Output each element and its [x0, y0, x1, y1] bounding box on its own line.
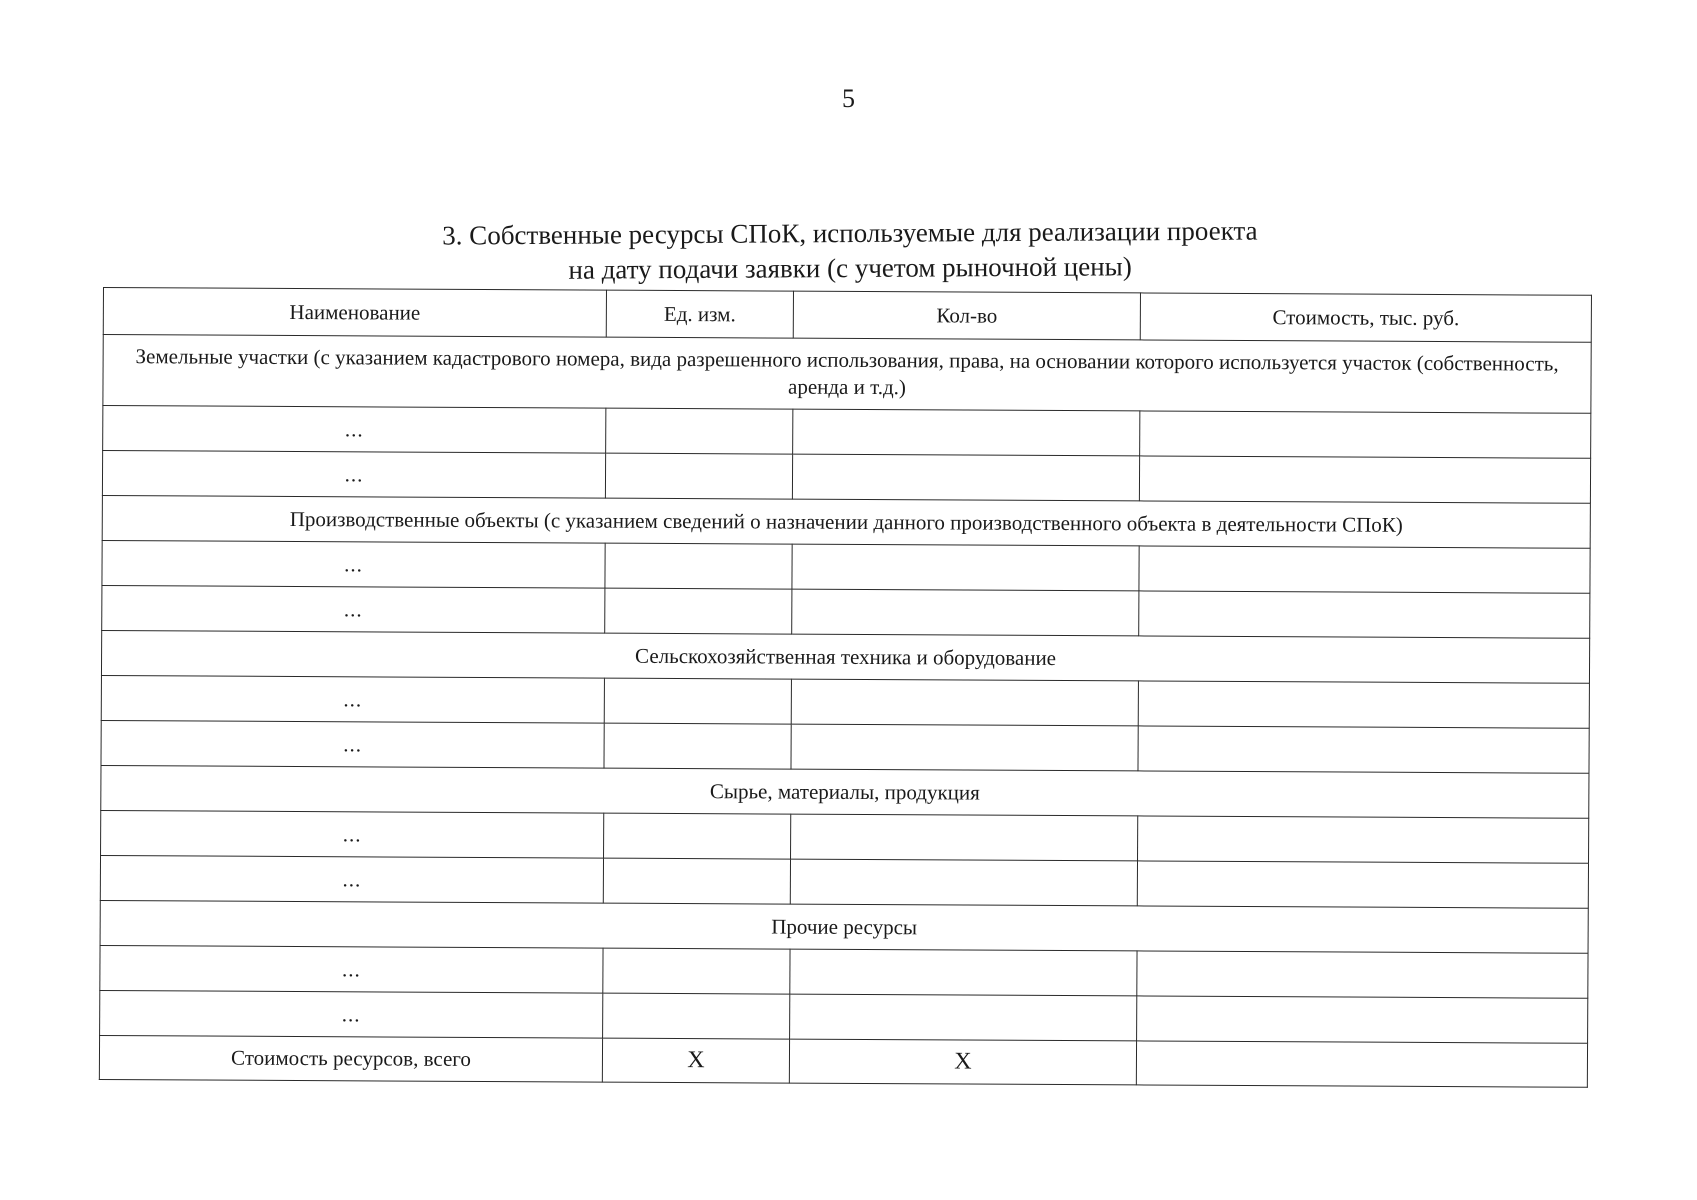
cell-qty — [792, 544, 1139, 591]
group-title: Прочие ресурсы — [100, 900, 1588, 953]
cell-name: ... — [101, 720, 604, 768]
cell-cost — [1140, 411, 1591, 458]
table-row — [103, 406, 1591, 459]
table-row — [101, 675, 1589, 728]
group-row-production-objects — [102, 495, 1590, 548]
cell-unit — [603, 858, 790, 904]
cell-qty — [790, 859, 1137, 906]
cell-unit — [606, 408, 793, 454]
cell-unit — [605, 543, 792, 589]
table-row — [100, 945, 1588, 998]
cell-cost — [1137, 996, 1588, 1043]
group-title: Сырье, материалы, продукция — [101, 765, 1589, 818]
cell-unit — [603, 948, 790, 994]
cell-unit — [604, 678, 791, 724]
cell-cost — [1137, 951, 1588, 998]
cell-qty — [791, 679, 1138, 726]
group-title: Сельскохозяйственная техника и оборудование — [101, 630, 1589, 683]
cell-name: ... — [100, 945, 603, 993]
cell-unit — [604, 813, 791, 859]
cell-unit — [605, 453, 792, 499]
table-row — [101, 720, 1589, 773]
cell-cost — [1138, 726, 1589, 773]
cell-qty — [790, 949, 1137, 996]
header-name: Наименование — [103, 288, 606, 338]
cell-unit — [603, 993, 790, 1039]
cell-name: ... — [102, 451, 605, 499]
table-row — [102, 585, 1590, 638]
cell-cost — [1139, 591, 1590, 638]
group-row-land — [103, 335, 1591, 414]
cell-cost — [1139, 546, 1590, 593]
total-unit: Х — [602, 1038, 789, 1083]
cell-cost — [1138, 681, 1589, 728]
cell-unit — [605, 588, 792, 634]
cell-cost — [1138, 816, 1589, 863]
cell-unit — [604, 723, 791, 769]
cell-cost — [1139, 456, 1590, 503]
group-row-other-resources — [100, 900, 1588, 953]
table-row — [100, 855, 1588, 908]
resources-table-container — [99, 287, 1591, 1088]
group-title: Производственные объекты (с указанием сведений о назначении данного производственного объекта в деятельности СПоК) — [102, 495, 1590, 548]
total-cost — [1136, 1041, 1587, 1087]
total-name: Стоимость ресурсов, всего — [99, 1035, 602, 1082]
group-row-raw-materials — [101, 765, 1589, 818]
cell-qty — [791, 724, 1138, 771]
table-header-row — [103, 288, 1591, 343]
cell-cost — [1137, 861, 1588, 908]
page-number: 5 — [842, 84, 855, 113]
header-cost: Стоимость, тыс. руб. — [1140, 293, 1591, 342]
group-row-machinery — [101, 630, 1589, 683]
header-qty: Кол-во — [793, 291, 1140, 340]
cell-qty — [790, 994, 1137, 1041]
cell-name: ... — [101, 810, 604, 858]
table-row — [101, 810, 1589, 863]
group-title: Земельные участки (с указанием кадастрового номера, вида разрешенного использования, права, на основании которого используется участок (собственность, аренда и т.д.) — [103, 335, 1591, 414]
resources-table — [99, 287, 1592, 1088]
section-title-line-1: 3. Собственные ресурсы СПоК, используемые для реализации проекта — [442, 215, 1258, 251]
table-row — [102, 540, 1590, 593]
cell-name: ... — [103, 406, 606, 454]
cell-qty — [791, 814, 1138, 861]
table-row — [102, 451, 1590, 504]
cell-name: ... — [102, 540, 605, 588]
cell-qty — [792, 454, 1139, 501]
cell-name: ... — [100, 855, 603, 903]
section-title-line-2: на дату подачи заявки (с учетом рыночной цены) — [568, 251, 1132, 285]
total-row — [99, 1035, 1587, 1087]
cell-name: ... — [100, 990, 603, 1038]
table-row — [100, 990, 1588, 1043]
cell-qty — [793, 409, 1140, 456]
header-unit: Ед. изм. — [606, 290, 793, 338]
total-qty: Х — [789, 1039, 1136, 1085]
section-title — [180, 212, 1520, 290]
cell-name: ... — [101, 675, 604, 723]
cell-name: ... — [102, 585, 605, 633]
cell-qty — [792, 589, 1139, 636]
